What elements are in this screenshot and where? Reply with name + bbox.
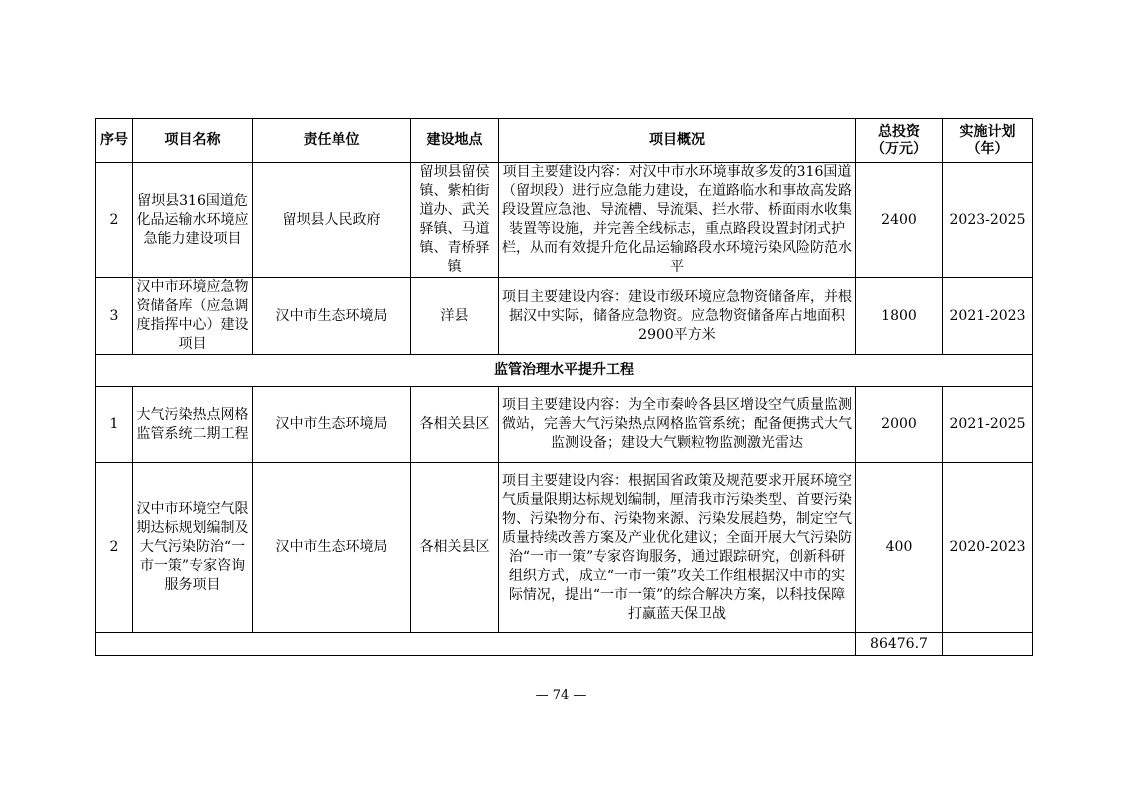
cell-plan: 2021-2023 — [943, 278, 1033, 355]
cell-unit: 留坝县人民政府 — [253, 163, 411, 278]
cell-investment: 2400 — [856, 163, 943, 278]
header-unit: 责任单位 — [253, 119, 411, 163]
cell-investment: 400 — [856, 463, 943, 633]
section-row — [96, 355, 1033, 387]
cell-location: 洋县 — [411, 278, 499, 355]
cell-location: 各相关县区 — [411, 463, 499, 633]
cell-unit: 汉中市生态环境局 — [253, 278, 411, 355]
header-plan — [943, 119, 1033, 163]
cell-overview: 项目主要建设内容：对汉中市水环境事故多发的316国道（留坝段）进行应急能力建设，在道路临水和事故高发路段设置应急池、导流槽、导流渠、拦水带、桥面雨水收集装置等设施，并完善全线标志，重点路段设置封闭式护栏，从而有效提升危化品运输路段水环境污染风险防范水平 — [499, 163, 856, 278]
table-row — [96, 278, 1033, 355]
section-title: 监管治理水平提升工程 — [96, 355, 1033, 387]
cell-seq: 2 — [96, 463, 133, 633]
cell-overview: 项目主要建设内容：为全市秦岭各县区增设空气质量监测微站，完善大气污染热点网格监管系统；配备便携式大气监测设备；建设大气颗粒物监测激光雷达 — [499, 387, 856, 463]
cell-plan: 2021-2025 — [943, 387, 1033, 463]
total-label-cell — [96, 633, 856, 656]
header-name: 项目名称 — [133, 119, 253, 163]
cell-seq: 2 — [96, 163, 133, 278]
total-investment: 86476.7 — [856, 633, 943, 656]
cell-name: 留坝县316国道危化品运输水环境应急能力建设项目 — [133, 163, 253, 278]
page-number: — 74 — — [535, 688, 587, 703]
header-location: 建设地点 — [411, 119, 499, 163]
cell-name: 汉中市环境空气限期达标规划编制及大气污染防治“一市一策”专家咨询服务项目 — [133, 463, 253, 633]
cell-seq: 3 — [96, 278, 133, 355]
cell-name: 大气污染热点网格监管系统二期工程 — [133, 387, 253, 463]
header-investment-line2: （万元） — [871, 140, 927, 157]
cell-location: 留坝县留侯镇、紫柏街道办、武关驿镇、马道镇、青桥驿镇 — [411, 163, 499, 278]
header-investment — [856, 119, 943, 163]
table-row — [96, 163, 1033, 278]
table-row — [96, 387, 1033, 463]
project-table — [95, 118, 1033, 656]
cell-location: 各相关县区 — [411, 387, 499, 463]
cell-plan: 2020-2023 — [943, 463, 1033, 633]
total-plan-cell — [943, 633, 1033, 656]
cell-unit: 汉中市生态环境局 — [253, 387, 411, 463]
table-row — [96, 463, 1033, 633]
cell-overview: 项目主要建设内容：根据国省政策及规范要求开展环境空气质量限期达标规划编制，厘清我市污染类型、首要污染物、污染物分布、污染物来源、污染发展趋势，制定空气质量持续改善方案及产业优化建议；全面开展大气污染防治“一市一策”专家咨询服务，通过跟踪研究，创新科研组织方式，成立“一市一策”攻关工作组根据汉中市的实际情况，提出“一市一策”的综合解决方案，以科技保障打赢蓝天保卫战 — [499, 463, 856, 633]
header-seq: 序号 — [96, 119, 133, 163]
cell-overview: 项目主要建设内容：建设市级环境应急物资储备库，并根据汉中实际，储备应急物资。应急物资储备库占地面积2900平方米 — [499, 278, 856, 355]
cell-investment: 2000 — [856, 387, 943, 463]
cell-investment: 1800 — [856, 278, 943, 355]
total-row — [96, 633, 1033, 656]
header-row — [96, 119, 1033, 163]
header-investment-line1: 总投资 — [878, 123, 920, 140]
header-overview: 项目概况 — [499, 119, 856, 163]
cell-seq: 1 — [96, 387, 133, 463]
cell-plan: 2023-2025 — [943, 163, 1033, 278]
header-plan-line1: 实施计划 — [959, 123, 1016, 140]
header-plan-line2: （年） — [966, 140, 1009, 157]
cell-unit: 汉中市生态环境局 — [253, 463, 411, 633]
cell-name: 汉中市环境应急物资储备库（应急调度指挥中心）建设项目 — [133, 278, 253, 355]
